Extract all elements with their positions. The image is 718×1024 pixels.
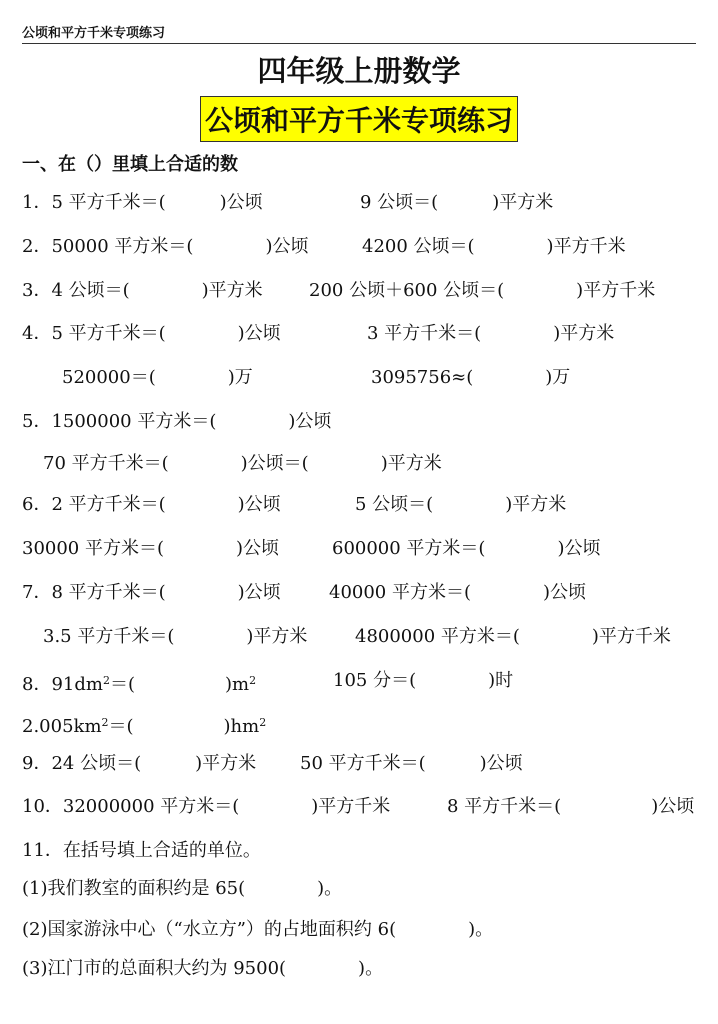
question-4c: 520000＝( )万 [62, 367, 253, 388]
question-4b: 3 平方千米＝( )平方米 [367, 323, 615, 344]
question-10b: 8 平方千米＝( )公顷 [447, 796, 695, 817]
question-9b: 50 平方千米＝( )公顷 [300, 753, 523, 774]
question-5a: 5．1500000 平方米＝( )公顷 [22, 411, 332, 432]
question-7b: 40000 平方米＝( )公顷 [329, 582, 587, 603]
page-subtitle: 公顷和平方千米专项练习 [200, 96, 518, 142]
question-9a: 9．24 公顷＝( )平方米 [22, 753, 257, 774]
q8a-exponent-2: 2 [249, 674, 257, 687]
question-1b: 9 公顷＝( )平方米 [360, 192, 554, 213]
question-3a: 3．4 公顷＝( )平方米 [22, 280, 263, 301]
question-7c: 3.5 平方千米＝( )平方米 [43, 626, 308, 647]
question-5b: 70 平方千米＝( )公顷＝( )平方米 [43, 453, 442, 474]
q8c-mid: ＝( )hm [108, 716, 260, 737]
question-8c [22, 712, 266, 738]
subtitle-container [0, 96, 718, 142]
question-6c: 30000 平方米＝( )公顷 [22, 538, 280, 559]
question-8b: 105 分＝( )时 [333, 670, 514, 691]
question-7d: 4800000 平方米＝( )平方千米 [355, 626, 671, 647]
question-11-1: (1)我们教室的面积约是 65( )。 [22, 878, 343, 899]
question-6b: 5 公顷＝( )平方米 [355, 494, 567, 515]
question-4d: 3095756≈( )万 [371, 367, 571, 388]
q8c-exponent: 2 [101, 716, 109, 729]
question-10a: 10．32000000 平方米＝( )平方千米 [22, 796, 391, 817]
q8c-text: 2.005km [22, 716, 102, 737]
question-3b: 200 公顷＋600 公顷＝( )平方千米 [309, 280, 656, 301]
question-11-2: (2)国家游泳中心（“水立方”）的占地面积约 6( )。 [22, 919, 494, 940]
question-11-3: (3)江门市的总面积大约为 9500( )。 [22, 958, 384, 979]
question-6a: 6．2 平方千米＝( )公顷 [22, 494, 281, 515]
page-title: 四年级上册数学 [257, 54, 461, 88]
question-7a: 7．8 平方千米＝( )公顷 [22, 582, 281, 603]
q8a-text: 8．91dm [22, 674, 103, 695]
page-header: 公顷和平方千米专项练习 [22, 22, 696, 44]
question-11: 11．在括号填上合适的单位。 [22, 840, 261, 861]
question-2b: 4200 公顷＝( )平方千米 [362, 236, 626, 257]
q8c-exponent-2: 2 [259, 716, 267, 729]
question-2a: 2．50000 平方米＝( )公顷 [22, 236, 309, 257]
section-heading: 一、在（）里填上合适的数 [22, 154, 238, 175]
question-6d: 600000 平方米＝( )公顷 [332, 538, 601, 559]
question-4a: 4．5 平方千米＝( )公顷 [22, 323, 281, 344]
q8a-exponent: 2 [102, 674, 110, 687]
q8a-mid: ＝( )m [109, 674, 250, 695]
question-1a: 1．5 平方千米＝( )公顷 [22, 192, 263, 213]
question-8a [22, 670, 256, 696]
